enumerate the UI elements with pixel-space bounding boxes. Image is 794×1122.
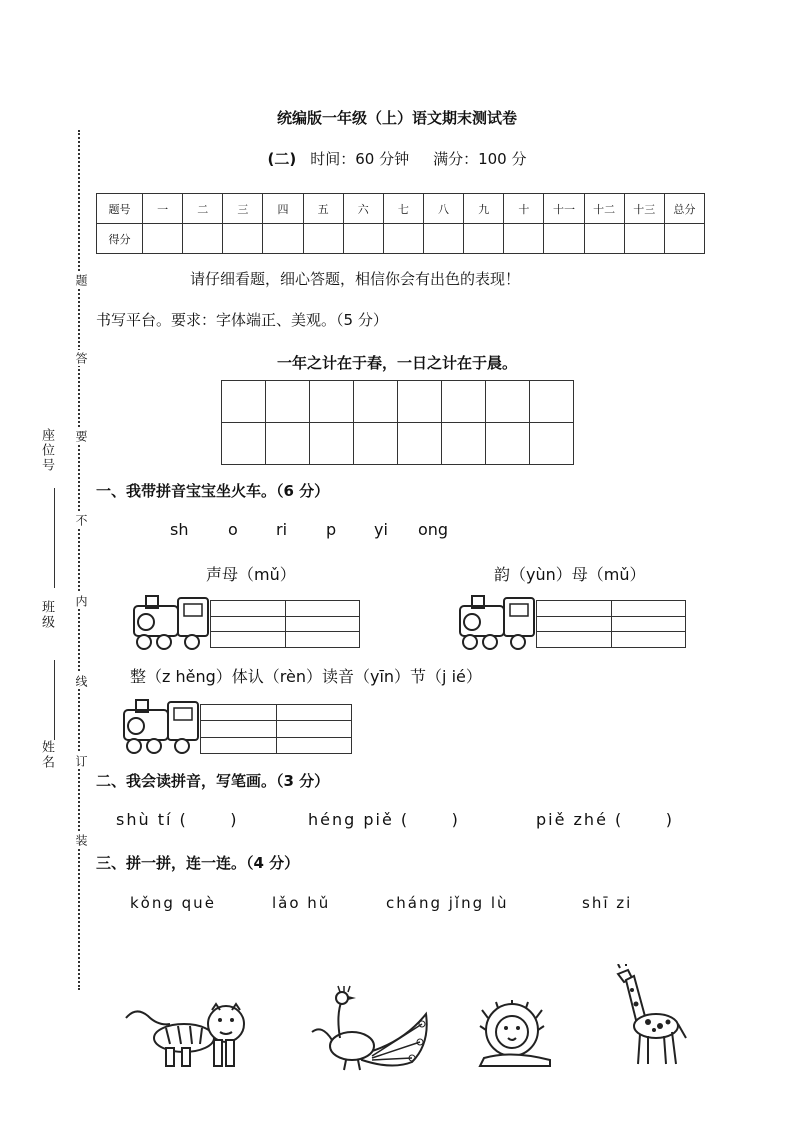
pinyin-item: ong bbox=[418, 520, 449, 539]
writing-cell[interactable] bbox=[266, 423, 310, 465]
train-1-cars bbox=[210, 600, 360, 648]
answer-box[interactable] bbox=[211, 616, 286, 632]
pinyin-item: sh bbox=[170, 520, 189, 539]
writing-cell[interactable] bbox=[398, 381, 442, 423]
answer-box[interactable] bbox=[611, 601, 686, 617]
section-2-heading: 二、我会读拼音，写笔画。（3 分） bbox=[96, 772, 330, 790]
lion-icon[interactable] bbox=[474, 1000, 554, 1068]
pinyin-item: p bbox=[326, 520, 337, 539]
stroke-question[interactable]: piě zhé ( ) bbox=[536, 810, 674, 829]
seat-number-label: 座位号 bbox=[39, 428, 54, 473]
table-header-cell: 六 bbox=[343, 194, 383, 224]
train-engine-icon bbox=[130, 592, 212, 652]
score-cell[interactable] bbox=[423, 224, 463, 254]
table-header-cell: 十二 bbox=[584, 194, 624, 224]
answer-box[interactable] bbox=[537, 632, 612, 648]
answer-box[interactable] bbox=[276, 737, 352, 753]
answer-box[interactable] bbox=[201, 737, 277, 753]
train-engine-icon bbox=[120, 696, 202, 756]
pinyin-item: o bbox=[228, 520, 238, 539]
writing-grid bbox=[221, 380, 574, 465]
writing-cell[interactable] bbox=[486, 423, 530, 465]
class-label: 班级 bbox=[39, 600, 54, 630]
table-row bbox=[97, 194, 705, 224]
table-row-label: 得分 bbox=[97, 224, 143, 254]
score-cell[interactable] bbox=[263, 224, 303, 254]
writing-cell[interactable] bbox=[310, 381, 354, 423]
pinyin-word: shī zi bbox=[582, 894, 633, 912]
answer-box[interactable] bbox=[201, 705, 277, 721]
binding-warning-char: 题 bbox=[74, 274, 88, 286]
answer-box[interactable] bbox=[211, 632, 286, 648]
score-cell[interactable] bbox=[223, 224, 263, 254]
table-header-cell: 九 bbox=[464, 194, 504, 224]
writing-cell[interactable] bbox=[266, 381, 310, 423]
encouragement-text: 请仔细看题，细心答题，相信你会有出色的表现！ bbox=[190, 270, 521, 288]
exam-time: 时间：60 分钟 bbox=[310, 150, 410, 168]
writing-cell[interactable] bbox=[530, 423, 574, 465]
score-cell[interactable] bbox=[584, 224, 624, 254]
score-cell[interactable] bbox=[544, 224, 584, 254]
table-header-cell: 一 bbox=[143, 194, 183, 224]
writing-cell[interactable] bbox=[530, 381, 574, 423]
score-cell[interactable] bbox=[664, 224, 704, 254]
name-label: 姓名 bbox=[39, 740, 54, 770]
binding-warning-char: 线 bbox=[74, 675, 88, 687]
table-header-cell: 三 bbox=[223, 194, 263, 224]
score-cell[interactable] bbox=[303, 224, 343, 254]
train-2-cars bbox=[536, 600, 686, 648]
answer-box[interactable] bbox=[611, 632, 686, 648]
table-header-cell: 十一 bbox=[544, 194, 584, 224]
answer-box[interactable] bbox=[537, 616, 612, 632]
writing-platform-instruction: 书写平台。要求：字体端正、美观。（5 分） bbox=[96, 311, 388, 329]
writing-cell[interactable] bbox=[354, 423, 398, 465]
name-blank-line[interactable] bbox=[54, 660, 55, 740]
train-1-label: 声母（mǔ） bbox=[206, 565, 296, 584]
writing-cell[interactable] bbox=[354, 381, 398, 423]
writing-cell[interactable] bbox=[222, 381, 266, 423]
exam-title: 统编版一年级（上）语文期末测试卷 bbox=[276, 109, 517, 127]
score-table bbox=[96, 193, 705, 254]
score-cell[interactable] bbox=[143, 224, 183, 254]
pinyin-item: yi bbox=[374, 520, 388, 539]
binding-warning-char: 要 bbox=[74, 430, 88, 442]
table-header-cell: 八 bbox=[423, 194, 463, 224]
pinyin-word: cháng jǐng lù bbox=[386, 894, 509, 912]
pinyin-word: lǎo hǔ bbox=[272, 894, 331, 912]
train-engine-icon bbox=[456, 592, 538, 652]
table-header-cell: 四 bbox=[263, 194, 303, 224]
proverb-text: 一年之计在于春，一日之计在于晨。 bbox=[276, 354, 517, 372]
table-header-cell: 题号 bbox=[97, 194, 143, 224]
binding-dotted-line bbox=[78, 130, 80, 990]
binding-warning-char: 内 bbox=[74, 595, 88, 607]
stroke-question[interactable]: shù tí ( ) bbox=[116, 810, 239, 829]
section-3-heading: 三、拼一拼，连一连。（4 分） bbox=[96, 854, 300, 872]
pinyin-item: ri bbox=[276, 520, 288, 539]
peacock-icon[interactable] bbox=[302, 984, 438, 1072]
answer-box[interactable] bbox=[537, 601, 612, 617]
table-header-cell: 七 bbox=[383, 194, 423, 224]
score-cell[interactable] bbox=[624, 224, 664, 254]
answer-box[interactable] bbox=[276, 705, 352, 721]
binding-warning-char: 订 bbox=[74, 755, 88, 767]
binding-warning-char: 答 bbox=[74, 352, 88, 364]
train-3-label: 整（z hěng）体认（rèn）读音（yīn）节（j ié） bbox=[130, 667, 482, 686]
writing-cell[interactable] bbox=[486, 381, 530, 423]
table-header-cell: 二 bbox=[183, 194, 223, 224]
answer-box[interactable] bbox=[276, 721, 352, 737]
binding-warning-char: 装 bbox=[74, 834, 88, 846]
exam-full-score: 满分：100 分 bbox=[433, 150, 527, 168]
score-cell[interactable] bbox=[464, 224, 504, 254]
answer-box[interactable] bbox=[211, 601, 286, 617]
table-header-cell: 十三 bbox=[624, 194, 664, 224]
table-header-cell: 十 bbox=[504, 194, 544, 224]
table-row bbox=[222, 423, 574, 465]
answer-box[interactable] bbox=[201, 721, 277, 737]
score-cell[interactable] bbox=[183, 224, 223, 254]
train-2-label: 韵（yùn）母（mǔ） bbox=[494, 565, 646, 584]
score-cell[interactable] bbox=[383, 224, 423, 254]
answer-box[interactable] bbox=[285, 601, 360, 617]
class-blank-line[interactable] bbox=[54, 488, 55, 588]
writing-cell[interactable] bbox=[222, 423, 266, 465]
pinyin-word: kǒng què bbox=[130, 894, 216, 912]
writing-cell[interactable] bbox=[442, 423, 486, 465]
table-header-cell: 总分 bbox=[664, 194, 704, 224]
section-1-heading: 一、我带拼音宝宝坐火车。（6 分） bbox=[96, 482, 330, 500]
score-cell[interactable] bbox=[343, 224, 383, 254]
writing-cell[interactable] bbox=[398, 423, 442, 465]
exam-tag: (二) bbox=[267, 150, 297, 168]
exam-subtitle bbox=[0, 148, 794, 169]
binding-warning-char: 不 bbox=[74, 514, 88, 526]
writing-cell[interactable] bbox=[310, 423, 354, 465]
score-cell[interactable] bbox=[504, 224, 544, 254]
stroke-question[interactable]: héng piě ( ) bbox=[308, 810, 460, 829]
answer-box[interactable] bbox=[611, 616, 686, 632]
writing-cell[interactable] bbox=[442, 381, 486, 423]
table-header-cell: 五 bbox=[303, 194, 343, 224]
table-row bbox=[222, 381, 574, 423]
answer-box[interactable] bbox=[285, 632, 360, 648]
giraffe-icon[interactable] bbox=[604, 964, 690, 1068]
train-3-cars bbox=[200, 704, 352, 754]
answer-box[interactable] bbox=[285, 616, 360, 632]
tiger-icon[interactable] bbox=[122, 998, 250, 1070]
table-row bbox=[97, 224, 705, 254]
